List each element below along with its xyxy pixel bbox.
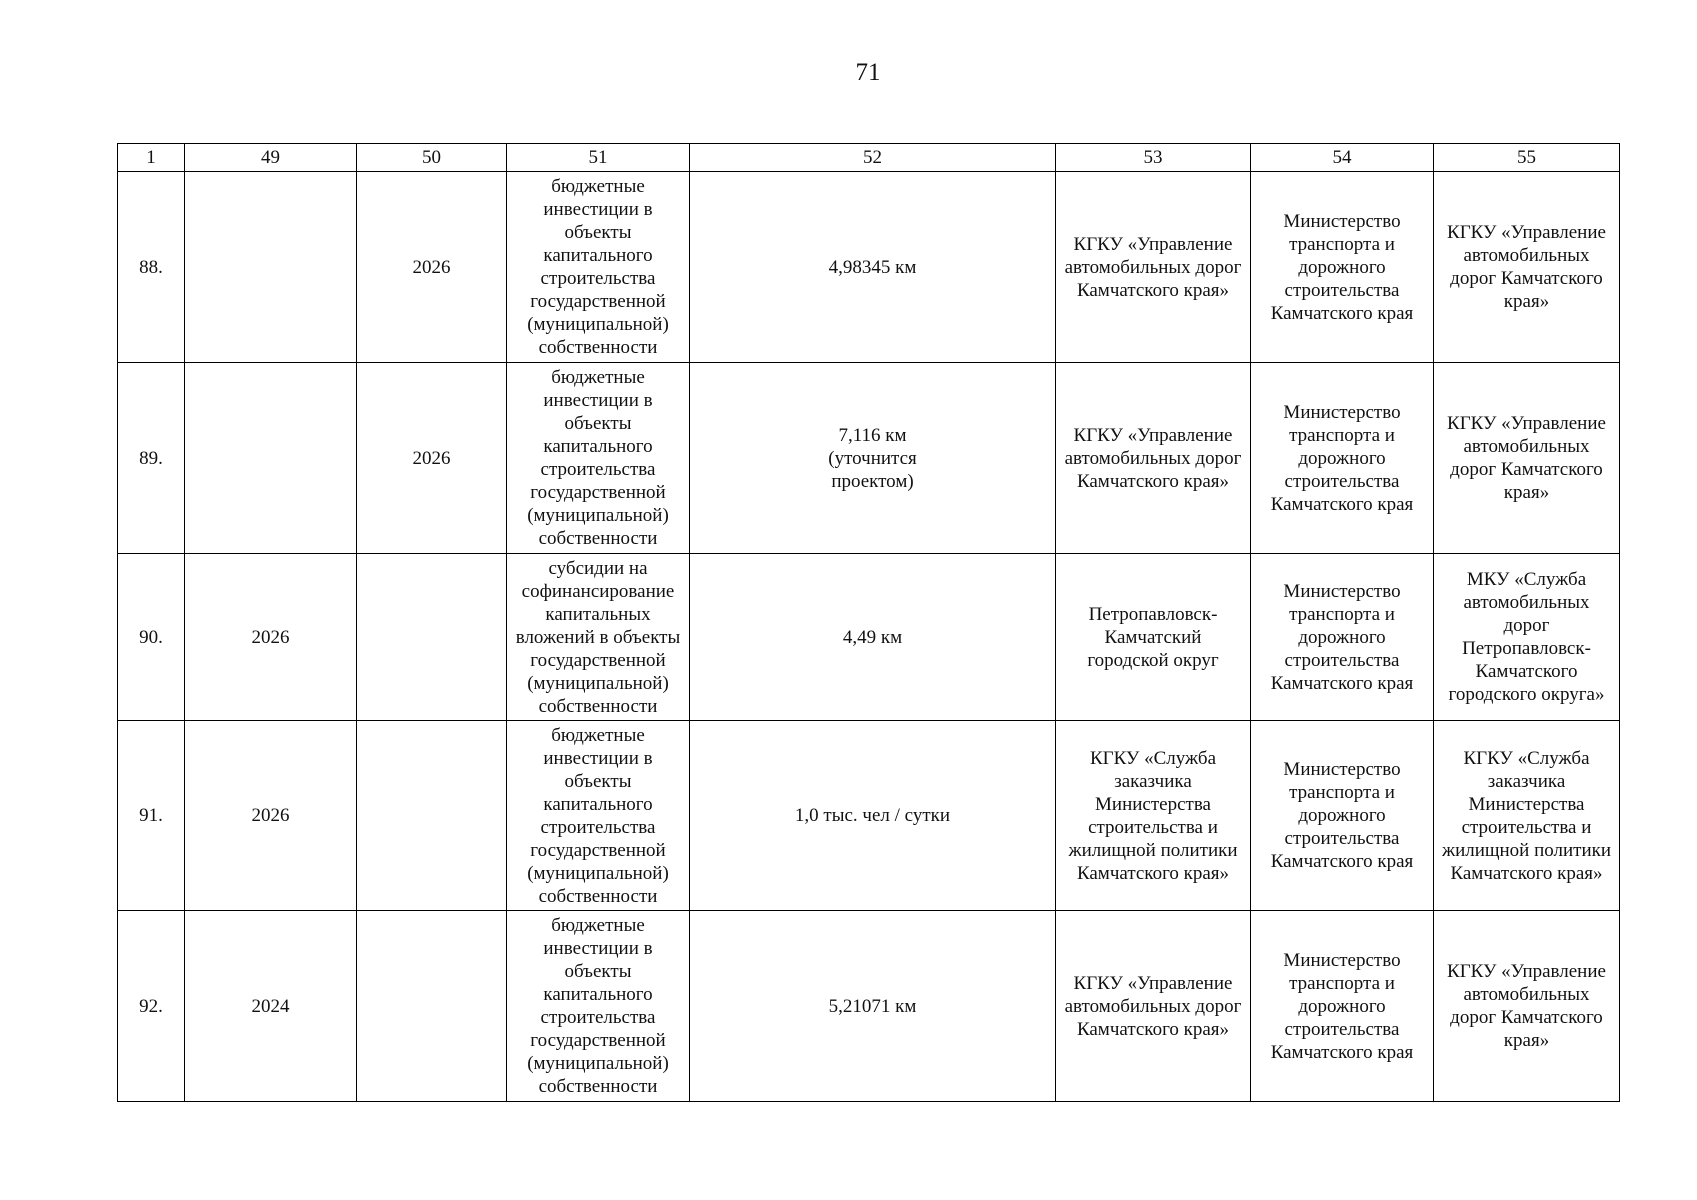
cell-col-53: КГКУ «Служба заказчика Министерства строительства и жилищной политики Камчатского края» (1056, 721, 1251, 911)
cell-col-53: КГКУ «Управление автомобильных дорог Камчатского края» (1056, 172, 1251, 363)
table-row (118, 363, 1620, 554)
cell-col-49 (185, 172, 357, 363)
column-header-1: 1 (118, 144, 185, 172)
table-row (118, 721, 1620, 911)
cell-col-49 (185, 363, 357, 554)
cell-col-54: Министерство транспорта и дорожного строительства Камчатского края (1251, 363, 1434, 554)
data-table (117, 143, 1620, 1102)
cell-col-53: КГКУ «Управление автомобильных дорог Камчатского края» (1056, 911, 1251, 1102)
cell-col-55: МКУ «Служба автомобильных дорог Петропавловск- Камчатского городского округа» (1434, 554, 1620, 721)
table-row (118, 554, 1620, 721)
column-header-54: 54 (1251, 144, 1434, 172)
capacity-cell: 4,49 км (690, 554, 1056, 721)
capacity-cell: 5,21071 км (690, 911, 1056, 1102)
cell-col-55: КГКУ «Управление автомобильных дорог Камчатского края» (1434, 363, 1620, 554)
cell-col-49: 2026 (185, 721, 357, 911)
item-number-cell: 91. (118, 721, 185, 911)
column-header-52: 52 (690, 144, 1056, 172)
cell-col-50: 2026 (357, 363, 507, 554)
cell-col-50 (357, 554, 507, 721)
cell-col-53: КГКУ «Управление автомобильных дорог Камчатского края» (1056, 363, 1251, 554)
cell-col-54: Министерство транспорта и дорожного строительства Камчатского края (1251, 554, 1434, 721)
item-number-cell: 92. (118, 911, 185, 1102)
capacity-cell: 7,116 км (уточнится проектом) (690, 363, 1056, 554)
item-number-cell: 90. (118, 554, 185, 721)
cell-col-49: 2026 (185, 554, 357, 721)
cell-col-54: Министерство транспорта и дорожного строительства Камчатского края (1251, 721, 1434, 911)
column-header-49: 49 (185, 144, 357, 172)
cell-col-50 (357, 721, 507, 911)
cell-col-49: 2024 (185, 911, 357, 1102)
column-header-51: 51 (507, 144, 690, 172)
funding-type-cell: бюджетные инвестиции в объекты капитального строительства государственной (муниципальной) собственности (507, 172, 690, 363)
cell-col-55: КГКУ «Служба заказчика Министерства строительства и жилищной политики Камчатского края» (1434, 721, 1620, 911)
column-header-55: 55 (1434, 144, 1620, 172)
funding-type-cell: бюджетные инвестиции в объекты капитального строительства государственной (муниципальной) собственности (507, 363, 690, 554)
funding-type-cell: бюджетные инвестиции в объекты капитального строительства государственной (муниципальной) собственности (507, 911, 690, 1102)
item-number-cell: 89. (118, 363, 185, 554)
cell-col-55: КГКУ «Управление автомобильных дорог Камчатского края» (1434, 911, 1620, 1102)
funding-type-cell: бюджетные инвестиции в объекты капитального строительства государственной (муниципальной) собственности (507, 721, 690, 911)
cell-col-55: КГКУ «Управление автомобильных дорог Камчатского края» (1434, 172, 1620, 363)
capacity-cell: 1,0 тыс. чел / сутки (690, 721, 1056, 911)
cell-col-50 (357, 911, 507, 1102)
item-number-cell: 88. (118, 172, 185, 363)
cell-col-54: Министерство транспорта и дорожного строительства Камчатского края (1251, 911, 1434, 1102)
funding-type-cell: субсидии на софинансирование капитальных вложений в объекты государственной (муниципальной) собственности (507, 554, 690, 721)
table-row (118, 911, 1620, 1102)
page-number: 71 (855, 59, 881, 86)
cell-col-50: 2026 (357, 172, 507, 363)
cell-col-53: Петропавловск- Камчатский городской округ (1056, 554, 1251, 721)
capacity-cell: 4,98345 км (690, 172, 1056, 363)
table-row (118, 172, 1620, 363)
cell-col-54: Министерство транспорта и дорожного строительства Камчатского края (1251, 172, 1434, 363)
column-header-50: 50 (357, 144, 507, 172)
column-number-row (118, 144, 1620, 172)
column-header-53: 53 (1056, 144, 1251, 172)
